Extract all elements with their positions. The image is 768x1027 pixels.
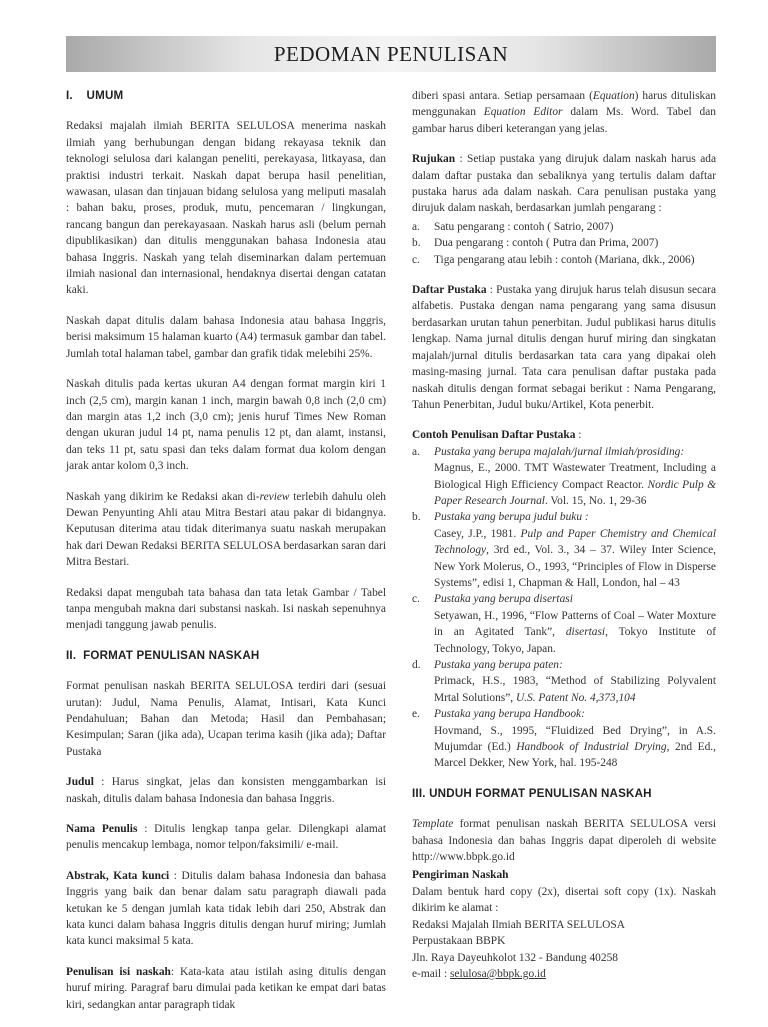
text: , Tokyo Institute of Technology, Tokyo, Japan. — [434, 626, 716, 655]
text: : Ditulis dalam bahasa Indonesia dan bahasa Inggris yang baik dan benar dalam satu paragraph diawali pada ketukan ke 5 dengan jumlah kata tidak lebih dari 250, Abstrak dan kata kunci dalam bahasa Inggris ditulis dengan huruf miring; Jumlah kata kunci maksimal 5 kata. — [66, 869, 387, 948]
paragraph-intro: Redaksi majalah ilmiah BERITA SELULOSA menerima naskah ilmiah yang berhubungan dengan bidang rekayasa teknik dan teknologi selulosa dari kalangan peneliti, perekayasa, litkayasa, dan praktisi industri terkait. Naskah dapat berupa hasil penelitian, wawasan, ulasan dan tinjauan bidang selulosa yang meliputi masalah : bahan baku, proses, produk, mutu, pencemaran / lingkungan, rancang bangun dan perekayasaan. Naskah harus asli (belum pernah dipublikasikan) dan ditulis menggunakan bahasa Indonesia atau bahasa Inggris. Naskah yang telah diseminarkan dalam pertemuan ilmiah nasional dan internasional, hendaknya disertai dengan catatan kaki. — [66, 120, 386, 297]
label-penulisan-isi: Penulisan isi naskah — [66, 965, 171, 978]
text: Casey, J.P., 1981. — [434, 527, 521, 540]
reference-item-journal — [412, 444, 716, 510]
label-nama-penulis: Nama Penulis — [66, 823, 138, 836]
text: dalam Ms. Word. Tabel dan gambar harus diberi keterangan yang jelas. — [412, 106, 716, 135]
reference-item-patent — [412, 657, 716, 706]
italic-text: U.S. Patent No. 4,373,104 — [515, 691, 636, 704]
list-text: Satu pengarang : contoh ( Satrio, 2007) — [434, 220, 614, 233]
address-line-3: Jln. Raya Dayeuhkolot 132 - Bandung 40258 — [412, 951, 618, 964]
paragraph-daftar-pustaka — [412, 282, 716, 413]
italic-text: review — [259, 490, 290, 503]
italic-text: Equation — [592, 90, 635, 102]
email-link[interactable]: selulosa@bbpk.go.id — [449, 967, 546, 980]
paragraph-review — [66, 489, 386, 571]
reference-kind: Pustaka yang berupa majalah/jurnal ilmiah/prosiding: — [434, 445, 685, 458]
text: Magnus, E., 2000. TMT Wastewater Treatment, Including a Biological High Efficiency Compact Reactor. — [434, 462, 716, 491]
section-heading-unduh: III. UNDUH FORMAT PENULISAN NASKAH — [412, 786, 652, 800]
paragraph-judul — [66, 774, 386, 807]
list-marker: b. — [412, 511, 421, 524]
paragraph-equation — [412, 88, 716, 137]
reference-item-dissertation — [412, 591, 716, 657]
paragraph-format-order: Format penulisan naskah BERITA SELULOSA terdiri dari (sesuai urutan): Judul, Nama Penulis, Alamat, Intisari, Kata Kunci Pendahuluan; Bahan dan Metoda; Hasil dan Pembahasan; Kesimpulan; Saran (jika ada), Ucapan terima kasih (jika ada); Daftar Pustaka — [66, 680, 386, 758]
text: terlebih dahulu oleh Dewan Penyunting Ahli atau Mitra Bestari atau pakar di bidangnya. Keputusan diterima atau tidak diterimanya suatu naskah merupakan hak dari Dewan Redaksi BERITA SELULOSA berdasarkan saran dari Mitra Bestari. — [66, 490, 386, 569]
paragraph-template — [412, 816, 716, 865]
address-line-1: Redaksi Majalah Ilmiah BERITA SELULOSA — [412, 918, 625, 931]
text: : Pustaka yang dirujuk harus telah disusun secara alfabetis. Pustaka dengan nama pengarang yang sama disusun berdasarkan urutan tahun penerbitan. Judul publikasi harus ditulis lengkap. Nama jurnal ditulis dengan huruf miring dan singkatan majalah/jurnal ditulis berdasarkan tata cara yang dipakai oleh masing-masing jurnal. Tata cara penulisan daftar pustaka pada naskah ditulis dengan format sebagai berikut : Nama Pengarang, Tahun Penerbitan, Judul buku/Artikel, Kota penerbit. — [412, 284, 716, 411]
section-heading-umum: I. UMUM — [66, 89, 124, 102]
reference-kind: Pustaka yang berupa disertasi — [434, 593, 573, 606]
list-marker: e. — [412, 708, 420, 721]
rujukan-list — [412, 219, 716, 268]
title-banner — [66, 36, 716, 72]
text: Naskah yang dikirim ke Redaksi akan di- — [66, 490, 260, 503]
paragraph-pengiriman: Dalam bentuk hard copy (2x), disertai soft copy (1x). Naskah dikirim ke alamat : — [412, 885, 716, 915]
text: : Setiap pustaka yang dirujuk dalam naskah harus ada dalam daftar pustaka dan sebaliknya yang tertulis dalam daftar pustaka harus ada dalam naskah. Cara penulisan pustaka yang dirujuk dalam naskah, berdasarkan jumlah pengarang : — [412, 153, 716, 215]
reference-kind: Pustaka yang berupa paten: — [434, 659, 563, 671]
text: : — [575, 429, 582, 442]
list-item — [412, 252, 716, 268]
text: , 3rd ed., Vol. 3., 34 – 37. Wiley Inter Science, New York Molerus, O., 1993, “Principles of Flow in Disperse Systems”, edisi 1, Chapman & Hall, London, hal – 43 — [434, 544, 716, 589]
list-item — [412, 235, 716, 251]
text: : Ditulis lengkap tanpa gelar. Dilengkapi alamat penulis mencakup lembaga, nomor telpon/faksimili/ e-mail. — [66, 823, 386, 852]
list-marker: b. — [412, 237, 421, 250]
text: : Kata-kata atau istilah asing ditulis dengan huruf miring. Paragraf baru dimulai pada ketikan ke empat dari batas kiri, sedangkan antar paragraph tidak — [66, 965, 387, 1011]
right-column — [412, 88, 716, 982]
list-marker: c. — [412, 253, 420, 266]
list-marker: a. — [412, 220, 420, 233]
list-text: Dua pengarang : contoh ( Putra dan Prima, 2007) — [434, 237, 659, 250]
reference-item-book — [412, 509, 716, 591]
list-marker: a. — [412, 445, 420, 458]
text: ) harus dituliskan menggunakan — [412, 90, 716, 119]
label-judul: Judul — [66, 776, 94, 789]
address-line-2: Perpustakaan BBPK — [412, 935, 506, 948]
text: , 2nd Ed., Marcel Dekker, New York, hal. 195-248 — [434, 741, 717, 770]
paragraph-editing: Redaksi dapat mengubah tata bahasa dan tata letak Gambar / Tabel tanpa mengubah makna dari substansi naskah. Isi naskah sepenuhnya menjadi tanggung jawab penulis. — [66, 586, 386, 632]
text: diberi spasi antara. Setiap persamaan ( — [412, 90, 593, 102]
list-marker: d. — [412, 659, 421, 671]
italic-text: Handbook of Industrial Drying — [516, 741, 667, 754]
paragraph-rujukan — [412, 151, 716, 217]
reference-kind: Pustaka yang berupa judul buku : — [434, 511, 589, 524]
section-heading-format: II. FORMAT PENULISAN NASKAH — [66, 648, 260, 662]
text: . Vol. 15, No. 1, 29-36 — [544, 494, 647, 507]
label-rujukan: Rujukan — [412, 153, 456, 166]
email-label: e-mail : — [412, 967, 450, 980]
label-pengiriman: Pengiriman Naskah — [412, 869, 509, 882]
italic-text: Template — [412, 818, 454, 831]
label-daftar-pustaka: Daftar Pustaka — [412, 284, 487, 297]
text: Hovmand, S., 1995, “Fluidized Bed Drying”, in A.S. Mujumdar (Ed.) — [434, 724, 716, 754]
italic-text: Nordic Pulp & Paper Research Journal — [434, 478, 716, 507]
label-abstrak: Abstrak, Kata kunci — [66, 869, 170, 882]
italic-text: Equation Editor — [483, 106, 563, 119]
text: Setyawan, H., 1996, “Flow Patterns of Coal – Water Moxture in an Agitated Tank”, — [434, 609, 716, 639]
text: Primack, H.S., 1983, “Method of Stabilizing Polyvalent Mrtal Solutions”, — [434, 675, 716, 704]
paragraph-nama-penulis — [66, 821, 386, 854]
list-item — [412, 219, 716, 235]
list-text: Tiga pengarang atau lebih : contoh (Mariana, dkk., 2006) — [434, 253, 695, 266]
page-title: PEDOMAN PENULISAN — [273, 41, 509, 66]
reference-kind: Pustaka yang berupa Handbook: — [434, 708, 585, 721]
text: format penulisan naskah BERITA SELULOSA versi bahasa Indonesia dan bahas Inggris dapat diperoleh di website http://www.bbpk.go.id — [412, 818, 716, 864]
reference-examples — [412, 444, 716, 772]
paragraph-margins: Naskah ditulis pada kertas ukuran A4 dengan format margin kiri 1 inch (2,5 cm), margin kanan 1 inch, margin bawah 0,8 inch (2,0 cm) dan margin atas 1,2 inch (3,0 cm); jenis huruf Times New Roman dengan ukuran judul 14 pt, nama penulis 12 pt, dan alamt, instansi, dan teks 11 pt, satu spasi dan teks dalam format dua kolom dengan jarak antar kolom 0,3 inch. — [66, 378, 386, 473]
text: : Harus singkat, jelas dan konsisten menggambarkan isi naskah, ditulis dalam bahasa Indonesia dan bahasa Inggris. — [66, 776, 386, 805]
italic-text: Pulp and Paper Chemistry and Chemical Technology — [434, 527, 716, 557]
left-column — [66, 88, 386, 1027]
contoh-heading — [412, 427, 716, 443]
paragraph-abstrak — [66, 868, 386, 950]
list-marker: c. — [412, 593, 420, 606]
italic-text: disertasi — [565, 626, 606, 639]
paragraph-penulisan-isi — [66, 964, 386, 1013]
label-contoh: Contoh Penulisan Daftar Pustaka — [412, 429, 576, 442]
email-line — [412, 966, 716, 982]
paragraph-length: Naskah dapat ditulis dalam bahasa Indonesia atau bahasa Inggris, berisi maksimum 15 halaman kuarto (A4) termasuk gambar dan tabel. Jumlah total halaman tabel, gambar dan grafik tidak melebihi 25%. — [66, 314, 386, 360]
reference-item-handbook — [412, 706, 716, 772]
